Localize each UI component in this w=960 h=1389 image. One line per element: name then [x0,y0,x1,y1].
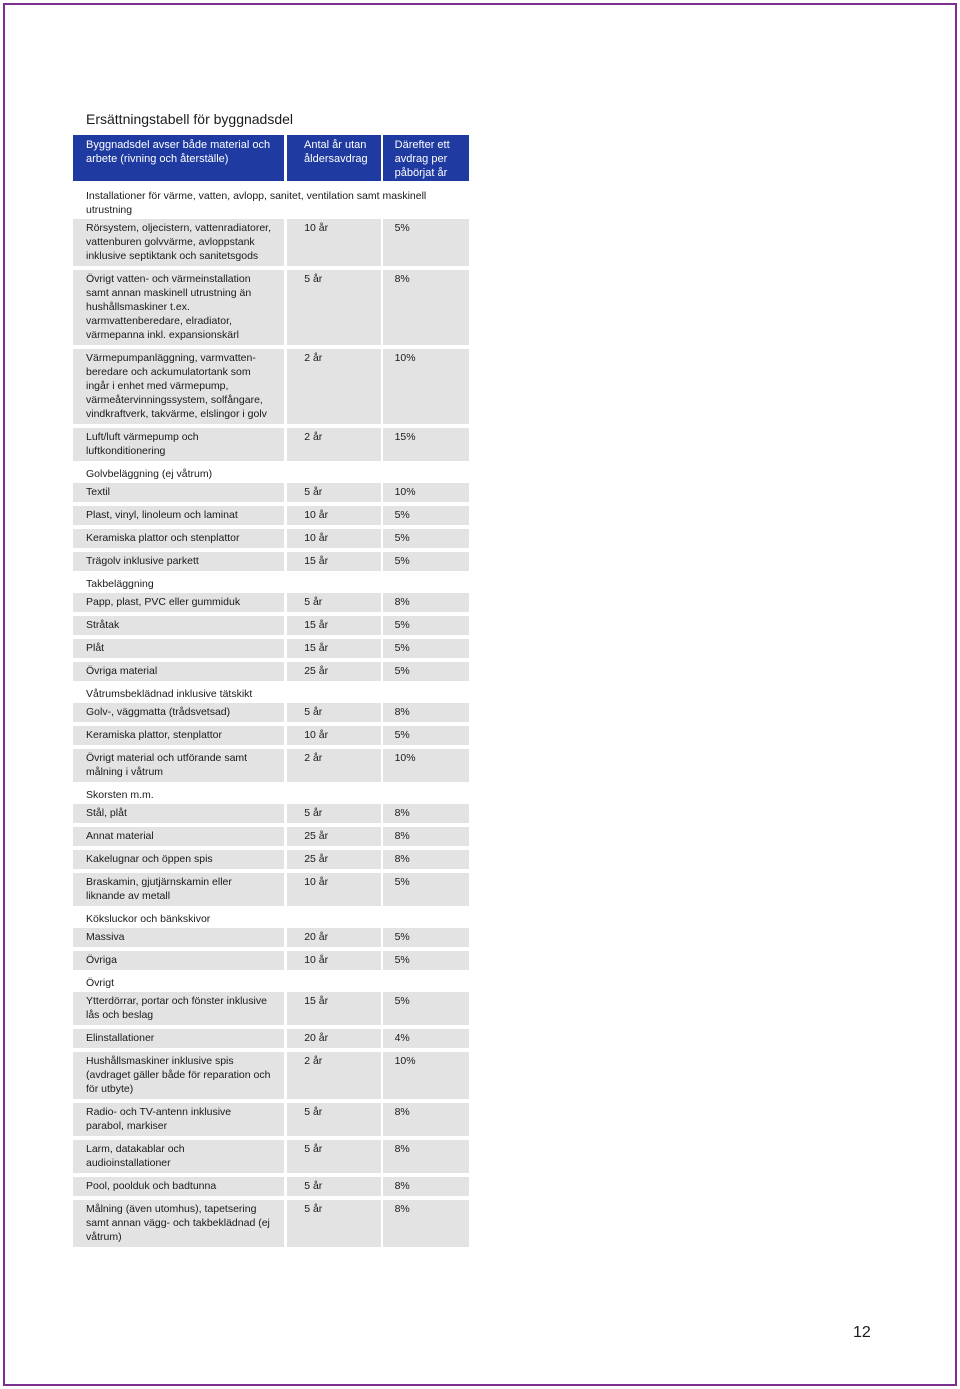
cell-building-part: Luft/luft värmepump och luftkonditionering [73,428,284,461]
cell-deduction: 5% [383,219,469,266]
table-row [73,827,469,846]
table-row [73,1177,469,1196]
cell-years: 10 år [287,529,380,548]
table-row [73,1103,469,1136]
cell-years: 25 år [287,827,380,846]
cell-years: 10 år [287,951,380,970]
cell-building-part: Plast, vinyl, linoleum och laminat [73,506,284,525]
cell-building-part: Golv-, väggmatta (trådsvetsad) [73,703,284,722]
cell-years: 5 år [287,1177,380,1196]
cell-years: 15 år [287,639,380,658]
cell-deduction: 8% [383,827,469,846]
section-title: Takbeläggning [86,578,154,590]
cell-years: 10 år [287,506,380,525]
table-header [73,135,469,181]
cell-building-part: Övriga [73,951,284,970]
cell-deduction: 5% [383,552,469,571]
table-row [73,639,469,658]
table-row [73,726,469,745]
cell-years: 5 år [287,1140,380,1173]
cell-building-part: Braskamin, gjutjärnskamin eller liknande av metall [73,873,284,906]
cell-years: 5 år [287,1103,380,1136]
cell-building-part: Målning (även utomhus), tapetsering samt annan vägg- och takbeklädnad (ej våtrum) [73,1200,284,1247]
table-row [73,850,469,869]
table-row [73,529,469,548]
cell-deduction: 5% [383,639,469,658]
cell-years: 10 år [287,219,380,266]
cell-building-part: Radio- och TV-antenn inklusive parabol, markiser [73,1103,284,1136]
cell-years: 5 år [287,1200,380,1247]
cell-years: 25 år [287,662,380,681]
cell-deduction: 5% [383,506,469,525]
table-row [73,1200,469,1247]
table-row [73,749,469,782]
cell-years: 2 år [287,349,380,424]
cell-deduction: 5% [383,873,469,906]
cell-building-part: Plåt [73,639,284,658]
cell-deduction: 5% [383,928,469,947]
cell-building-part: Ytterdörrar, portar och fönster inklusive lås och beslag [73,992,284,1025]
cell-deduction: 5% [383,616,469,635]
section-title: Övrigt [86,977,115,989]
section-title: Våtrumsbeklädnad inklusive tätskikt [86,688,253,700]
cell-years: 25 år [287,850,380,869]
cell-years: 5 år [287,483,380,502]
cell-deduction: 5% [383,662,469,681]
header-years-without-deduction: Antal år utan åldersavdrag [287,135,381,181]
cell-building-part: Övrigt material och utförande samt målning i våtrum [73,749,284,782]
cell-deduction: 8% [383,804,469,823]
cell-deduction: 10% [383,1052,469,1099]
replacement-table [73,135,469,1251]
cell-deduction: 10% [383,349,469,424]
cell-years: 15 år [287,552,380,571]
cell-building-part: Hushållsmaskiner inklusive spis (avdraget gäller både för reparation och för utbyte) [73,1052,284,1099]
cell-years: 2 år [287,749,380,782]
cell-deduction: 8% [383,850,469,869]
table-row [73,349,469,424]
cell-deduction: 5% [383,992,469,1025]
header-deduction-per-year: Därefter ett avdrag per påbörjat år [383,135,469,181]
cell-deduction: 5% [383,726,469,745]
table-row [73,616,469,635]
cell-deduction: 8% [383,1103,469,1136]
cell-years: 15 år [287,616,380,635]
cell-building-part: Värmepumpanläggning, varmvatten-beredare och ackumulatortank som ingår i enhet med värmepump, värmeåtervinningssystem, solfångare, vindkraftverk, takvärme, elslingor i golv [73,349,284,424]
cell-deduction: 5% [383,951,469,970]
cell-building-part: Textil [73,483,284,502]
cell-building-part: Kakelugnar och öppen spis [73,850,284,869]
table-row [73,992,469,1025]
table-row [73,1052,469,1099]
section-title: Golvbeläggning (ej våtrum) [86,468,213,480]
cell-years: 10 år [287,726,380,745]
cell-deduction: 15% [383,428,469,461]
cell-building-part: Trägolv inklusive parkett [73,552,284,571]
table-row [73,270,469,345]
page-title: Ersättningstabell för byggnadsdel [86,111,294,127]
cell-building-part: Stål, plåt [73,804,284,823]
table-row [73,552,469,571]
page-number: 12 [853,1324,871,1341]
table-row [73,1029,469,1048]
cell-building-part: Övriga material [73,662,284,681]
table-row [73,703,469,722]
cell-years: 5 år [287,270,380,345]
cell-building-part: Papp, plast, PVC eller gummiduk [73,593,284,612]
cell-building-part: Elinstallationer [73,1029,284,1048]
cell-years: 10 år [287,873,380,906]
cell-deduction: 8% [383,270,469,345]
cell-deduction: 10% [383,483,469,502]
section-title: Skorsten m.m. [86,789,154,801]
cell-years: 5 år [287,804,380,823]
cell-building-part: Pool, poolduk och badtunna [73,1177,284,1196]
table-row [73,428,469,461]
cell-building-part: Massiva [73,928,284,947]
table-row [73,928,469,947]
section-title: Köksluckor och bänkskivor [86,913,211,925]
cell-deduction: 8% [383,593,469,612]
cell-deduction: 5% [383,529,469,548]
section-title: Installationer för värme, vatten, avlopp, sanitet, ventilation samt maskinell utrustning [86,190,427,216]
cell-years: 15 år [287,992,380,1025]
cell-deduction: 4% [383,1029,469,1048]
table-body [73,187,469,1247]
table-row [73,483,469,502]
cell-building-part: Stråtak [73,616,284,635]
cell-deduction: 8% [383,703,469,722]
cell-years: 5 år [287,703,380,722]
cell-deduction: 8% [383,1200,469,1247]
cell-years: 20 år [287,928,380,947]
cell-years: 20 år [287,1029,380,1048]
table-row [73,593,469,612]
cell-building-part: Rörsystem, oljecistern, vattenradiatorer, vattenburen golvvärme, avloppstank inklusive septiktank och sanitetsgods [73,219,284,266]
cell-years: 2 år [287,428,380,461]
cell-deduction: 8% [383,1177,469,1196]
table-row [73,662,469,681]
cell-building-part: Larm, datakablar och audioinstallationer [73,1140,284,1173]
cell-deduction: 8% [383,1140,469,1173]
table-row [73,873,469,906]
table-row [73,804,469,823]
cell-building-part: Annat material [73,827,284,846]
cell-building-part: Keramiska plattor och stenplattor [73,529,284,548]
cell-deduction: 10% [383,749,469,782]
table-row [73,219,469,266]
table-row [73,506,469,525]
cell-building-part: Övrigt vatten- och värmeinstallation samt annan maskinell utrustning än hushållsmaskiner t.ex. varmvattenberedare, elradiator, värmepanna inkl. expansionskärl [73,270,284,345]
cell-years: 5 år [287,593,380,612]
cell-building-part: Keramiska plattor, stenplattor [73,726,284,745]
table-row [73,1140,469,1173]
header-building-part: Byggnadsdel avser både material och arbete (rivning och återställe) [73,135,284,181]
table-row [73,951,469,970]
cell-years: 2 år [287,1052,380,1099]
